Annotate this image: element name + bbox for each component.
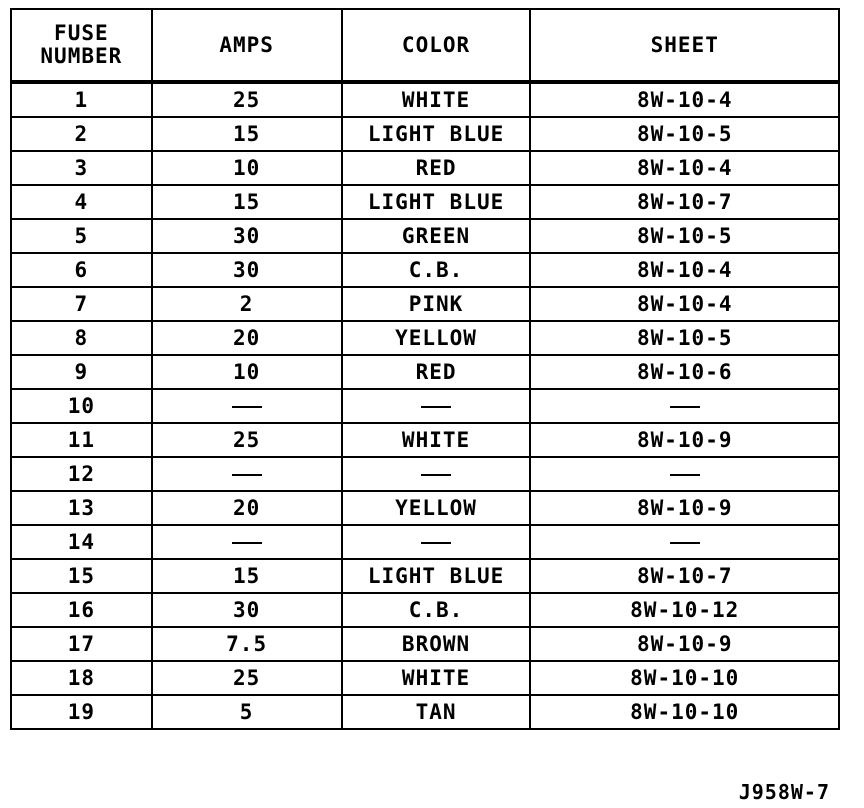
- cell-amps: 15: [152, 185, 342, 219]
- table-row: [11, 117, 839, 151]
- cell-amps: 7.5: [152, 627, 342, 661]
- table-row: [11, 389, 839, 423]
- cell-sheet: 8W-10-10: [530, 661, 839, 695]
- cell-sheet: 8W-10-7: [530, 559, 839, 593]
- cell-color: YELLOW: [342, 321, 531, 355]
- cell-amps: 30: [152, 593, 342, 627]
- cell-sheet: 8W-10-9: [530, 627, 839, 661]
- cell-fuse-number: 14: [11, 525, 152, 559]
- cell-color: C.B.: [342, 593, 531, 627]
- cell-color: LIGHT BLUE: [342, 185, 531, 219]
- header-row: [11, 9, 839, 82]
- cell-sheet: 8W-10-5: [530, 117, 839, 151]
- cell-fuse-number: 13: [11, 491, 152, 525]
- cell-color: GREEN: [342, 219, 531, 253]
- cell-amps: 20: [152, 491, 342, 525]
- cell-fuse-number: 6: [11, 253, 152, 287]
- empty-dash: [232, 406, 262, 408]
- table-row: [11, 355, 839, 389]
- cell-amps: 10: [152, 151, 342, 185]
- cell-color: [342, 525, 531, 559]
- cell-fuse-number: 7: [11, 287, 152, 321]
- cell-color: LIGHT BLUE: [342, 559, 531, 593]
- cell-fuse-number: 3: [11, 151, 152, 185]
- cell-fuse-number: 16: [11, 593, 152, 627]
- cell-fuse-number: 11: [11, 423, 152, 457]
- cell-fuse-number: 9: [11, 355, 152, 389]
- cell-amps: 30: [152, 219, 342, 253]
- cell-amps: 15: [152, 117, 342, 151]
- cell-amps: 10: [152, 355, 342, 389]
- empty-dash: [232, 474, 262, 476]
- cell-sheet: 8W-10-4: [530, 82, 839, 117]
- empty-dash: [421, 542, 451, 544]
- cell-sheet: 8W-10-6: [530, 355, 839, 389]
- empty-dash: [670, 474, 700, 476]
- table-row: [11, 253, 839, 287]
- table-row: [11, 627, 839, 661]
- table-row: [11, 661, 839, 695]
- header-amps: AMPS: [152, 9, 342, 82]
- cell-fuse-number: 19: [11, 695, 152, 729]
- table-row: [11, 525, 839, 559]
- cell-amps: 2: [152, 287, 342, 321]
- empty-dash: [670, 406, 700, 408]
- cell-fuse-number: 2: [11, 117, 152, 151]
- empty-dash: [421, 406, 451, 408]
- cell-color: TAN: [342, 695, 531, 729]
- table-row: [11, 457, 839, 491]
- cell-sheet: 8W-10-7: [530, 185, 839, 219]
- cell-color: RED: [342, 151, 531, 185]
- table-row: [11, 695, 839, 729]
- cell-sheet: 8W-10-4: [530, 253, 839, 287]
- cell-amps: [152, 457, 342, 491]
- cell-sheet: 8W-10-9: [530, 491, 839, 525]
- cell-fuse-number: 17: [11, 627, 152, 661]
- cell-color: [342, 389, 531, 423]
- empty-dash: [670, 542, 700, 544]
- cell-color: [342, 457, 531, 491]
- cell-color: WHITE: [342, 661, 531, 695]
- table-row: [11, 491, 839, 525]
- cell-amps: 15: [152, 559, 342, 593]
- empty-dash: [421, 474, 451, 476]
- cell-color: WHITE: [342, 82, 531, 117]
- cell-color: RED: [342, 355, 531, 389]
- table-row: [11, 287, 839, 321]
- cell-color: WHITE: [342, 423, 531, 457]
- cell-sheet: 8W-10-4: [530, 151, 839, 185]
- cell-amps: 25: [152, 423, 342, 457]
- cell-sheet: 8W-10-12: [530, 593, 839, 627]
- cell-fuse-number: 10: [11, 389, 152, 423]
- cell-fuse-number: 8: [11, 321, 152, 355]
- cell-color: BROWN: [342, 627, 531, 661]
- cell-sheet: 8W-10-4: [530, 287, 839, 321]
- cell-sheet: 8W-10-5: [530, 219, 839, 253]
- cell-sheet: [530, 457, 839, 491]
- cell-fuse-number: 18: [11, 661, 152, 695]
- table-row: [11, 151, 839, 185]
- table-row: [11, 423, 839, 457]
- cell-fuse-number: 4: [11, 185, 152, 219]
- cell-amps: [152, 389, 342, 423]
- cell-sheet: 8W-10-5: [530, 321, 839, 355]
- cell-sheet: [530, 389, 839, 423]
- header-color: COLOR: [342, 9, 531, 82]
- cell-amps: 25: [152, 661, 342, 695]
- cell-sheet: 8W-10-9: [530, 423, 839, 457]
- table-row: [11, 82, 839, 117]
- cell-fuse-number: 1: [11, 82, 152, 117]
- cell-color: LIGHT BLUE: [342, 117, 531, 151]
- cell-fuse-number: 12: [11, 457, 152, 491]
- cell-color: PINK: [342, 287, 531, 321]
- fuse-table-header: [11, 9, 839, 82]
- cell-fuse-number: 15: [11, 559, 152, 593]
- cell-amps: 30: [152, 253, 342, 287]
- table-row: [11, 219, 839, 253]
- cell-fuse-number: 5: [11, 219, 152, 253]
- table-row: [11, 321, 839, 355]
- cell-amps: 25: [152, 82, 342, 117]
- table-row: [11, 593, 839, 627]
- cell-sheet: [530, 525, 839, 559]
- cell-sheet: 8W-10-10: [530, 695, 839, 729]
- cell-amps: 5: [152, 695, 342, 729]
- cell-amps: 20: [152, 321, 342, 355]
- header-fuse-number: [11, 9, 152, 82]
- table-row: [11, 559, 839, 593]
- figure-id: J958W-7: [738, 780, 830, 804]
- cell-color: YELLOW: [342, 491, 531, 525]
- cell-amps: [152, 525, 342, 559]
- fuse-table: [10, 8, 840, 730]
- table-row: [11, 185, 839, 219]
- fuse-table-body: [11, 82, 839, 729]
- header-fuse-number-line2: NUMBER: [40, 44, 123, 68]
- empty-dash: [232, 542, 262, 544]
- header-sheet: SHEET: [530, 9, 839, 82]
- cell-color: C.B.: [342, 253, 531, 287]
- header-fuse-number-line1: FUSE: [54, 21, 109, 45]
